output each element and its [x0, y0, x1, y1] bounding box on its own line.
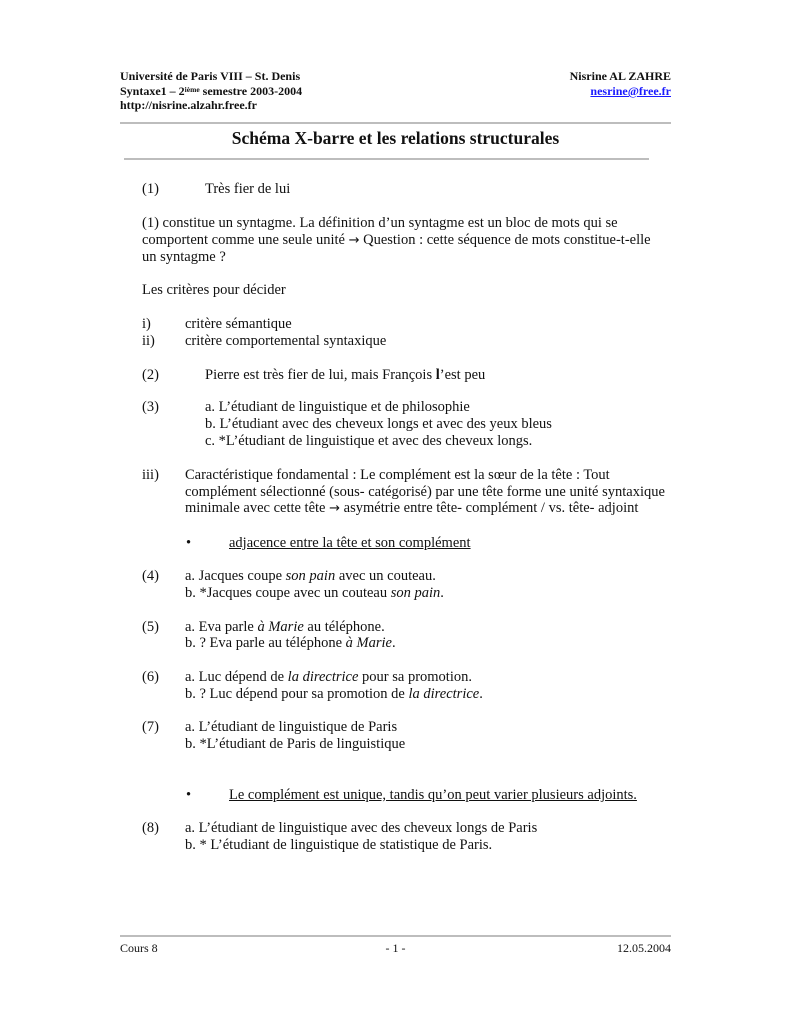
arrow-right-icon: → — [329, 501, 341, 516]
example-4-b: b. *Jacques coupe avec un couteau son pain. — [185, 585, 444, 601]
header-site-link[interactable]: http://nisrine.alzahr.free.fr — [120, 98, 257, 112]
bullet-icon: • — [186, 535, 192, 551]
example-5-b: b. ? Eva parle au téléphone à Marie. — [185, 635, 396, 651]
arrow-right-icon: → — [348, 233, 360, 248]
example-8-b: b. * L’étudiant de linguistique de statistique de Paris. — [185, 837, 493, 853]
example-2-number: (2) — [142, 367, 159, 383]
criterion-3-line-1: Caractéristique fondamental : Le complément est la sœur de la tête : Tout — [185, 467, 610, 483]
example-8-number: (8) — [142, 820, 159, 836]
criterion-3-number: iii) — [142, 467, 159, 483]
page-title: Schéma X-barre et les relations structurales — [231, 128, 560, 148]
example-3-c: c. *L’étudiant de linguistique et avec des cheveux longs. — [205, 433, 533, 449]
footer-page-number: - 1 - — [385, 941, 406, 955]
example-8-a: a. L’étudiant de linguistique avec des cheveux longs de Paris — [185, 820, 538, 836]
example-3-b: b. L’étudiant avec des cheveux longs et avec des yeux bleus — [205, 416, 552, 432]
footer-date: 12.05.2004 — [617, 941, 671, 955]
example-6-number: (6) — [142, 669, 159, 685]
example-7-number: (7) — [142, 719, 159, 735]
header-rule — [120, 122, 671, 124]
example-6-a: a. Luc dépend de la directrice pour sa promotion. — [185, 669, 472, 685]
footer-course: Cours 8 — [120, 941, 158, 955]
example-2-text: Pierre est très fier de lui, mais François l’est peu — [205, 367, 486, 383]
criterion-3-line-3: minimale avec cette tête → asymétrie entre tête- complément / vs. tête- adjoint — [185, 500, 639, 516]
header-university: Université de Paris VIII – St. Denis — [120, 69, 301, 83]
example-4-number: (4) — [142, 568, 159, 584]
example-7-b: b. *L’étudiant de Paris de linguistique — [185, 736, 406, 752]
header-author: Nisrine AL ZAHRE — [569, 69, 671, 83]
header-email-link[interactable]: nesrine@free.fr — [590, 84, 671, 98]
title-rule — [124, 158, 649, 160]
example-3-number: (3) — [142, 399, 159, 415]
paragraph-1-line-2: comportent comme une seule unité → Question : cette séquence de mots constitue-t-elle — [142, 232, 651, 248]
example-3-a: a. L’étudiant de linguistique et de philosophie — [205, 399, 470, 415]
criterion-2-number: ii) — [142, 333, 155, 349]
criteria-intro: Les critères pour décider — [142, 282, 286, 298]
example-6-b: b. ? Luc dépend pour sa promotion de la directrice. — [185, 686, 483, 702]
example-7-a: a. L’étudiant de linguistique de Paris — [185, 719, 398, 735]
criterion-2-text: critère comportemental syntaxique — [185, 333, 387, 349]
example-1-text: Très fier de lui — [205, 181, 291, 197]
header-course: Syntaxe1 – 2ième semestre 2003-2004 — [120, 84, 303, 98]
footer-rule — [120, 935, 671, 937]
criterion-1-text: critère sémantique — [185, 316, 292, 332]
example-1-number: (1) — [142, 181, 159, 197]
criterion-1-number: i) — [142, 316, 151, 332]
paragraph-1-line-1: (1) constitue un syntagme. La définition d’un syntagme est un bloc de mots qui se — [142, 215, 618, 231]
bullet-icon: • — [186, 787, 192, 803]
paragraph-1-line-3: un syntagme ? — [142, 249, 226, 265]
bullet-1-text: adjacence entre la tête et son complément — [229, 535, 471, 551]
example-5-number: (5) — [142, 619, 159, 635]
example-5-a: a. Eva parle à Marie au téléphone. — [185, 619, 385, 635]
criterion-3-line-2: complément sélectionné (sous- catégorisé) par une tête forme une unité syntaxique — [185, 484, 665, 500]
example-4-a: a. Jacques coupe son pain avec un couteau. — [185, 568, 436, 584]
bullet-2-text: Le complément est unique, tandis qu’on peut varier plusieurs adjoints. — [229, 787, 637, 803]
